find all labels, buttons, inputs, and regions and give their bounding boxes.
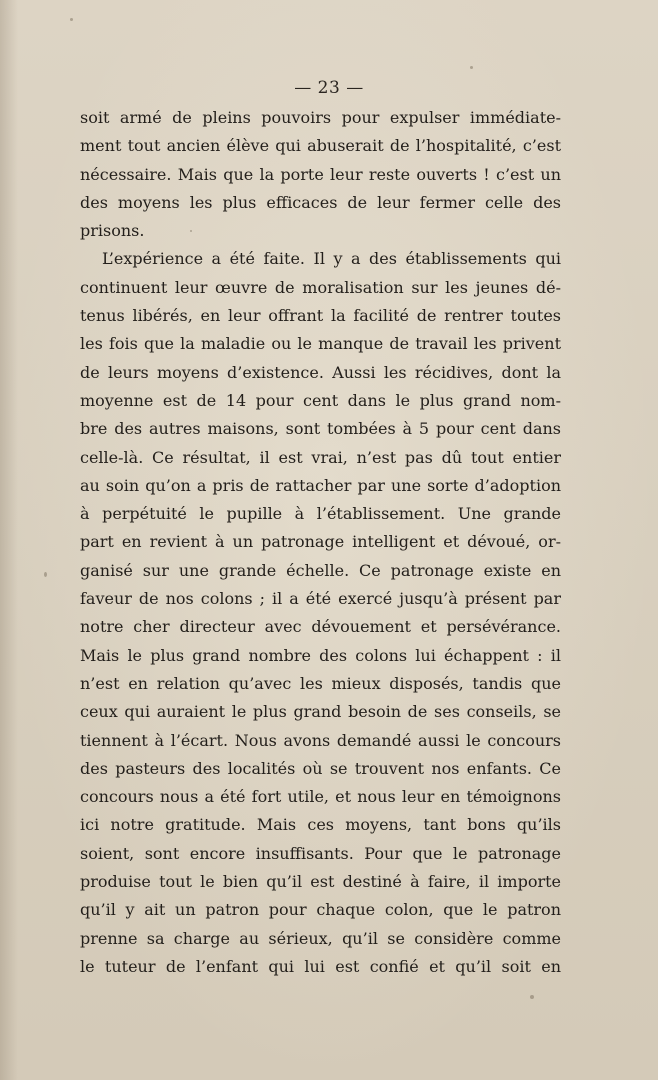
text-line: des moyens les plus efficaces de leur fermer celle des [80, 192, 561, 212]
paper-speck [190, 230, 192, 232]
text-line: des pasteurs des localités où se trouvent nos enfants. Ce [80, 758, 561, 778]
text-line: continuent leur œuvre de moralisation sur les jeunes dé- [80, 277, 561, 297]
text-line: à perpétuité le pupille à l’établissement. Une grande [80, 504, 561, 524]
text-line: ganisé sur une grande échelle. Ce patronage existe en [80, 560, 561, 580]
text-line: nécessaire. Mais que la porte leur reste ouverts ! c’est un [80, 164, 561, 184]
paper-speck [70, 18, 73, 21]
text-line: prisons. [80, 221, 145, 241]
text-line: prenne sa charge au sérieux, qu’il se considère comme [80, 928, 561, 948]
text-line: faveur de nos colons ; il a été exercé jusqu’à présent par [80, 589, 561, 609]
text-line: le tuteur de l’enfant qui lui est confié et qu’il soit en [80, 956, 561, 976]
body-text [80, 104, 561, 981]
text-line: qu’il y ait un patron pour chaque colon, que le patron [80, 900, 561, 920]
text-line: Mais le plus grand nombre des colons lui échappent : il [80, 645, 561, 665]
text-line: tiennent à l’écart. Nous avons demandé aussi le concours [80, 730, 561, 750]
text-line: tenus libérés, en leur offrant la facilité de rentrer toutes [80, 306, 561, 326]
text-line: n’est en relation qu’avec les mieux disposés, tandis que [80, 673, 561, 693]
text-line: part en revient à un patronage intelligent et dévoué, or- [80, 532, 561, 552]
paper-speck [44, 572, 47, 577]
text-line: soit armé de pleins pouvoirs pour expulser immédiate- [80, 108, 561, 127]
text-line: au soin qu’on a pris de rattacher par une sorte d’adoption [80, 475, 561, 495]
text-line: ceux qui auraient le plus grand besoin de ses conseils, se [80, 702, 561, 722]
text-line: ici notre gratitude. Mais ces moyens, tant bons qu’ils [80, 815, 561, 835]
text-line: ment tout ancien élève qui abuserait de l’hospitalité, c’est [80, 136, 561, 156]
page-number: — 23 — [294, 78, 364, 98]
text-line: bre des autres maisons, sont tombées à 5 pour cent dans [80, 419, 561, 439]
text-line: moyenne est de 14 pour cent dans le plus grand nom- [80, 390, 561, 410]
text-line: soient, sont encore insuffisants. Pour que le patronage [80, 843, 561, 863]
text-line: notre cher directeur avec dévouement et persévérance. [80, 617, 561, 637]
text-line: L’expérience a été faite. Il y a des établissements qui [102, 249, 561, 269]
text-line: de leurs moyens d’existence. Aussi les récidives, dont la [80, 362, 561, 382]
text-line: les fois que la maladie ou le manque de travail les privent [80, 334, 561, 354]
text-line: produise tout le bien qu’il est destiné à faire, il importe [80, 872, 561, 892]
text-line: celle-là. Ce résultat, il est vrai, n’est pas dû tout entier [80, 447, 561, 467]
paper-speck [530, 995, 534, 999]
paper-speck [470, 66, 473, 69]
text-line: concours nous a été fort utile, et nous leur en témoignons [80, 787, 561, 807]
